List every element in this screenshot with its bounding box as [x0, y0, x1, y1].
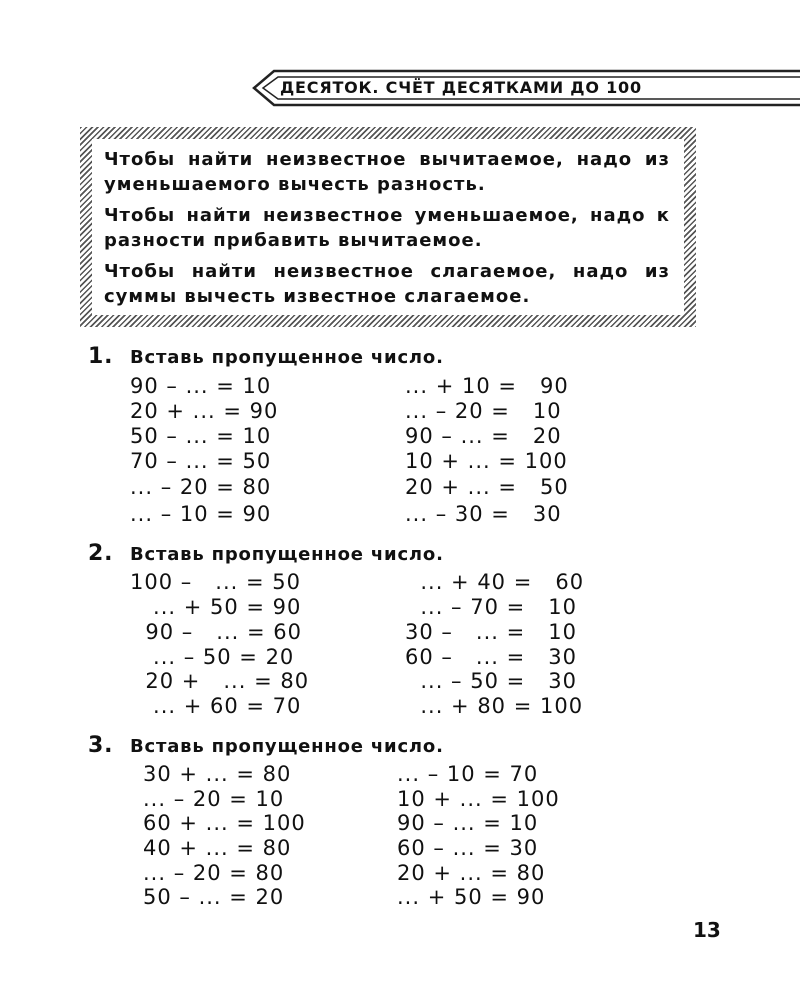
exercise-3-left-equation: ... – 20 = 10 — [143, 787, 285, 811]
exercise-3-heading — [88, 733, 444, 758]
rules-list — [104, 147, 670, 315]
exercise-2-number: 2. — [88, 541, 114, 566]
exercise-3-left-equation: 60 + ... = 100 — [143, 811, 306, 835]
exercise-1-right-equation: ... – 30 = 30 — [405, 502, 562, 526]
exercise-1-left-equation: 50 – ... = 10 — [130, 424, 272, 448]
exercise-3-right-equation: ... – 10 = 70 — [397, 762, 539, 786]
page-number: 13 — [693, 918, 721, 942]
rule-addend: Чтобы найти неизвестное слагаемое, надо из суммы вычесть известное слагаемое. — [104, 261, 670, 307]
exercise-3-right-equation: 90 – ... = 10 — [397, 811, 539, 835]
exercise-3-left-equation: 40 + ... = 80 — [143, 836, 292, 860]
exercise-2-instruction: Вставь пропущенное число. — [130, 544, 444, 565]
exercise-3-right-equation: ... + 50 = 90 — [397, 885, 546, 909]
exercise-2-left-equation: ... + 50 = 90 — [130, 595, 302, 619]
exercise-1-number: 1. — [88, 344, 114, 369]
exercise-1-right-equation: ... + 10 = 90 — [405, 374, 569, 398]
rule-minuend: Чтобы найти неизвестное уменьшаемое, надо к разности прибавить вычитаемое. — [104, 205, 670, 251]
rule-subtrahend: Чтобы найти неизвестное вычитаемое, надо из уменьшаемого вычесть разность. — [104, 149, 670, 195]
rules-box — [80, 127, 696, 327]
exercise-3-number: 3. — [88, 733, 114, 758]
exercise-3-right-equation: 10 + ... = 100 — [397, 787, 560, 811]
chapter-title: ДЕСЯТОК. СЧЁТ ДЕСЯТКАМИ ДО 100 — [280, 78, 642, 97]
exercise-2-left-equation: ... – 50 = 20 — [130, 645, 295, 669]
exercise-2-right-equation: ... + 40 = 60 — [405, 570, 585, 594]
exercise-1-right-equation: ... – 20 = 10 — [405, 399, 562, 423]
exercise-2-left-equation: 90 – ... = 60 — [130, 620, 302, 644]
exercise-1-left-equation: ... – 20 = 80 — [130, 475, 272, 499]
exercise-2-right-equation: 60 – ... = 30 — [405, 645, 577, 669]
exercise-2-right-equation: 30 – ... = 10 — [405, 620, 577, 644]
exercise-1-left-equation: 90 – ... = 10 — [130, 374, 272, 398]
exercise-1-left-equation: 70 – ... = 50 — [130, 449, 272, 473]
exercise-3-left-equation: 50 – ... = 20 — [143, 885, 285, 909]
exercise-1-instruction: Вставь пропущенное число. — [130, 347, 444, 368]
exercise-1-heading — [88, 344, 444, 369]
exercise-2-left-equation: 100 – ... = 50 — [130, 570, 301, 594]
exercise-3-left-equation: 30 + ... = 80 — [143, 762, 292, 786]
exercise-1-right-equation: 20 + ... = 50 — [405, 475, 569, 499]
chapter-header — [250, 68, 800, 108]
exercise-2-right-equation: ... – 70 = 10 — [405, 595, 577, 619]
exercise-3-left-equation: ... – 20 = 80 — [143, 861, 285, 885]
exercise-3-instruction: Вставь пропущенное число. — [130, 736, 444, 757]
exercise-1-left-equation: ... – 10 = 90 — [130, 502, 272, 526]
exercise-2-heading — [88, 541, 444, 566]
exercise-3-right-equation: 60 – ... = 30 — [397, 836, 539, 860]
exercise-2-left-equation: 20 + ... = 80 — [130, 669, 310, 693]
exercise-2-left-equation: ... + 60 = 70 — [130, 694, 302, 718]
exercise-2-right-equation: ... + 80 = 100 — [405, 694, 584, 718]
exercise-3-right-equation: 20 + ... = 80 — [397, 861, 546, 885]
exercise-1-right-equation: 90 – ... = 20 — [405, 424, 562, 448]
exercise-1-right-equation: 10 + ... = 100 — [405, 449, 568, 473]
exercise-2-right-equation: ... – 50 = 30 — [405, 669, 577, 693]
exercise-1-left-equation: 20 + ... = 90 — [130, 399, 279, 423]
